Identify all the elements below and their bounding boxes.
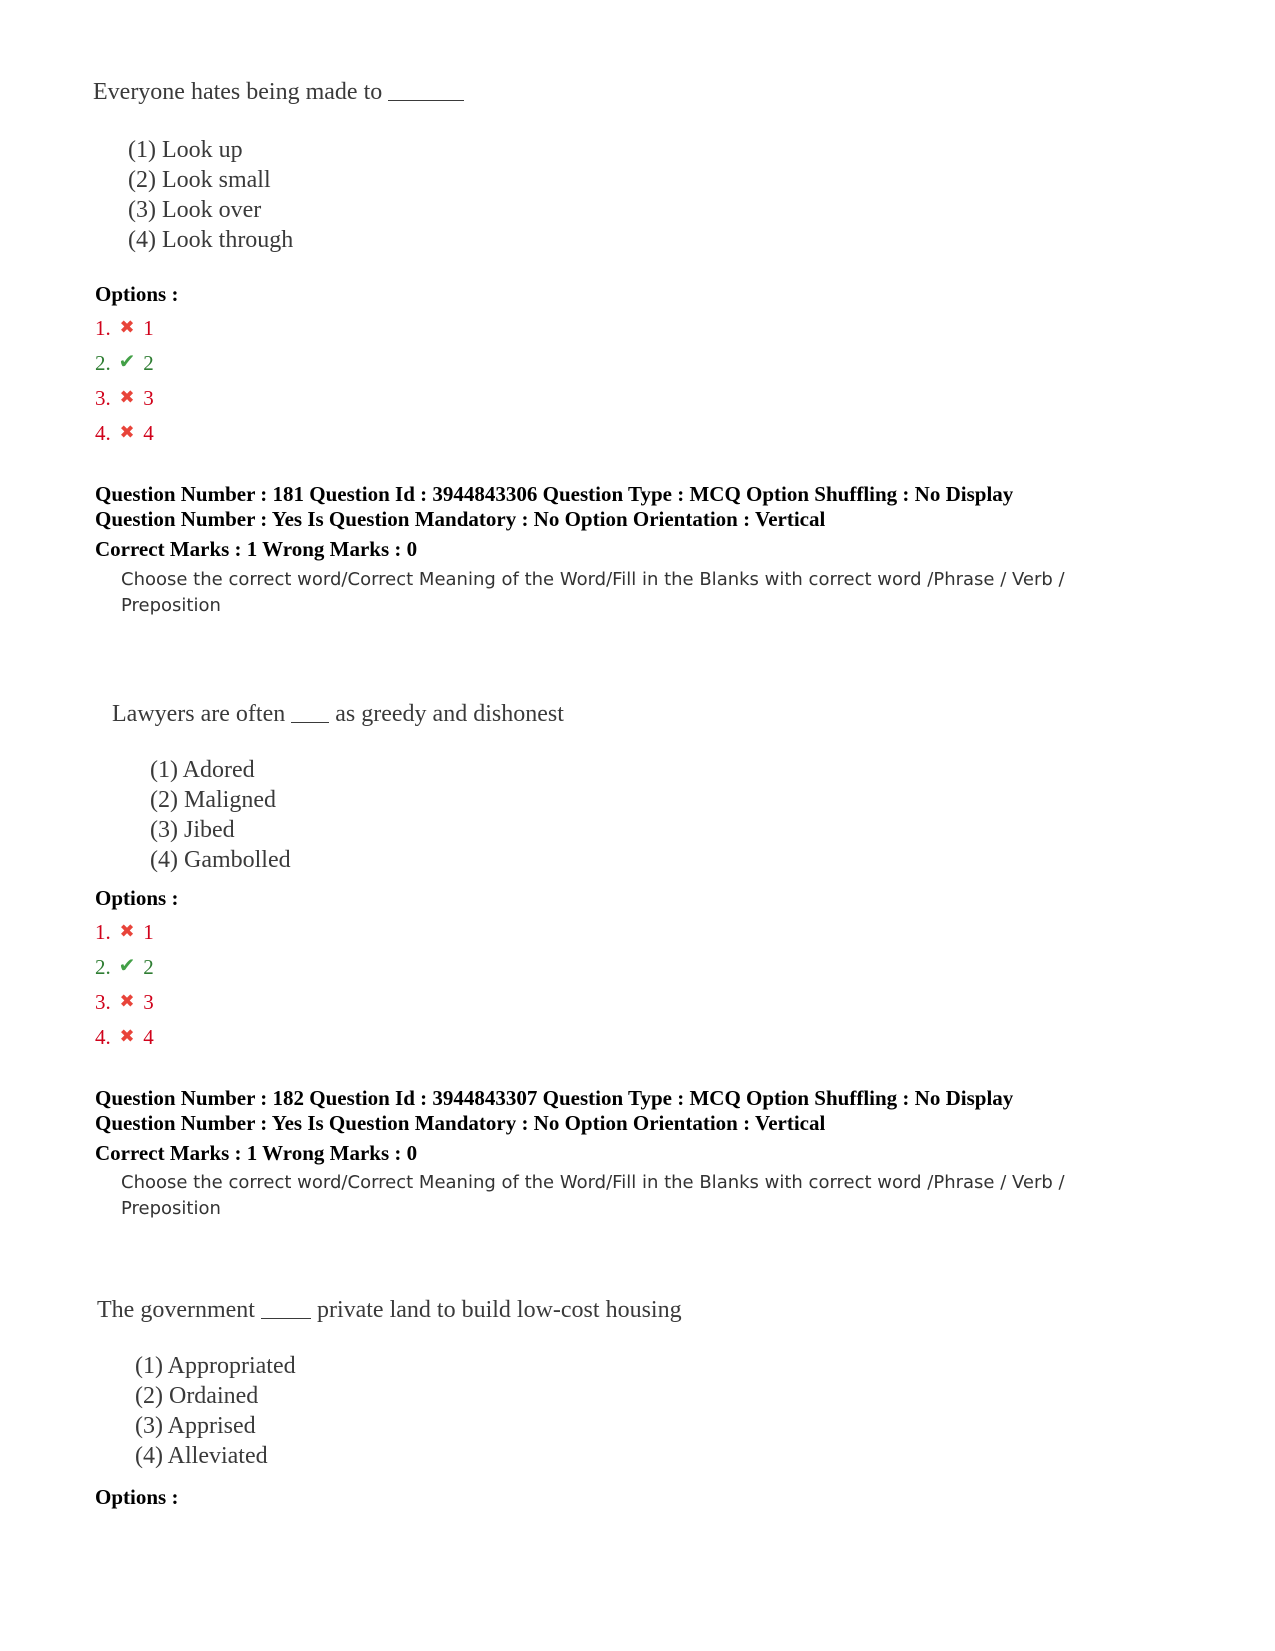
option-row: 4. ✖ 4: [95, 1019, 154, 1054]
options-label: Options :: [95, 282, 179, 306]
option-row: 2. ✔ 2: [95, 345, 154, 380]
check-icon: ✔: [118, 955, 136, 977]
options-list: [95, 914, 154, 1054]
option-row: 2. ✔ 2: [95, 949, 154, 984]
blank-line: [261, 1296, 311, 1319]
choice-item: (3) Look over: [128, 197, 262, 223]
choice-item: (2) Maligned: [150, 787, 276, 813]
question-prefix: Everyone hates being made to: [93, 79, 383, 105]
question-meta-line1: Question Number : 182 Question Id : 3944843307 Question Type : MCQ Option Shuffling : No Display: [95, 1086, 1014, 1110]
question-suffix: as greedy and dishonest: [335, 701, 564, 727]
check-icon: ✔: [118, 351, 136, 373]
cross-icon: ✖: [119, 317, 135, 337]
choice-item: (2) Ordained: [135, 1383, 259, 1409]
option-row: 3. ✖ 3: [95, 380, 154, 415]
question-text: [97, 1296, 682, 1324]
blank-line: [388, 78, 464, 101]
choice-item: (1) Adored: [150, 757, 255, 783]
question-text: [93, 78, 464, 106]
cross-icon: ✖: [119, 422, 135, 442]
choice-item: (4) Alleviated: [135, 1443, 268, 1469]
choice-list: [150, 755, 291, 875]
question-instruction: Choose the correct word/Correct Meaning of the Word/Fill in the Blanks with correct word /Phrase / Verb / Preposition: [121, 1172, 1065, 1219]
choice-item: (1) Look up: [128, 137, 243, 163]
question-prefix: Lawyers are often: [112, 701, 286, 727]
question-prefix: The government: [97, 1297, 255, 1323]
choice-item: (4) Gambolled: [150, 847, 291, 873]
option-row: 1. ✖ 1: [95, 310, 154, 345]
question-meta-line2: Question Number : Yes Is Question Mandatory : No Option Orientation : Vertical: [95, 1111, 826, 1135]
option-row: 3. ✖ 3: [95, 984, 154, 1019]
cross-icon: ✖: [119, 1026, 135, 1046]
options-list: [95, 310, 154, 450]
choice-item: (2) Look small: [128, 167, 271, 193]
choice-item: (3) Apprised: [135, 1413, 256, 1439]
blank-line: [291, 700, 329, 723]
question-instruction: Choose the correct word/Correct Meaning of the Word/Fill in the Blanks with correct word /Phrase / Verb / Preposition: [121, 569, 1065, 616]
question-meta-line1: Question Number : 181 Question Id : 3944843306 Question Type : MCQ Option Shuffling : No Display: [95, 482, 1014, 506]
question-marks: Correct Marks : 1 Wrong Marks : 0: [95, 1141, 418, 1165]
cross-icon: ✖: [119, 387, 135, 407]
question-meta-line2: Question Number : Yes Is Question Mandatory : No Option Orientation : Vertical: [95, 507, 826, 531]
choice-item: (3) Jibed: [150, 817, 235, 843]
question-marks: Correct Marks : 1 Wrong Marks : 0: [95, 537, 418, 561]
option-row: 1. ✖ 1: [95, 914, 154, 949]
question-text: [112, 700, 564, 728]
choice-list: [135, 1351, 296, 1471]
choice-item: (1) Appropriated: [135, 1353, 296, 1379]
choice-list: [128, 135, 293, 255]
options-label: Options :: [95, 1485, 179, 1509]
option-row: 4. ✖ 4: [95, 415, 154, 450]
options-label: Options :: [95, 886, 179, 910]
cross-icon: ✖: [119, 991, 135, 1011]
choice-item: (4) Look through: [128, 227, 294, 253]
cross-icon: ✖: [119, 921, 135, 941]
question-suffix: private land to build low-cost housing: [316, 1297, 682, 1323]
